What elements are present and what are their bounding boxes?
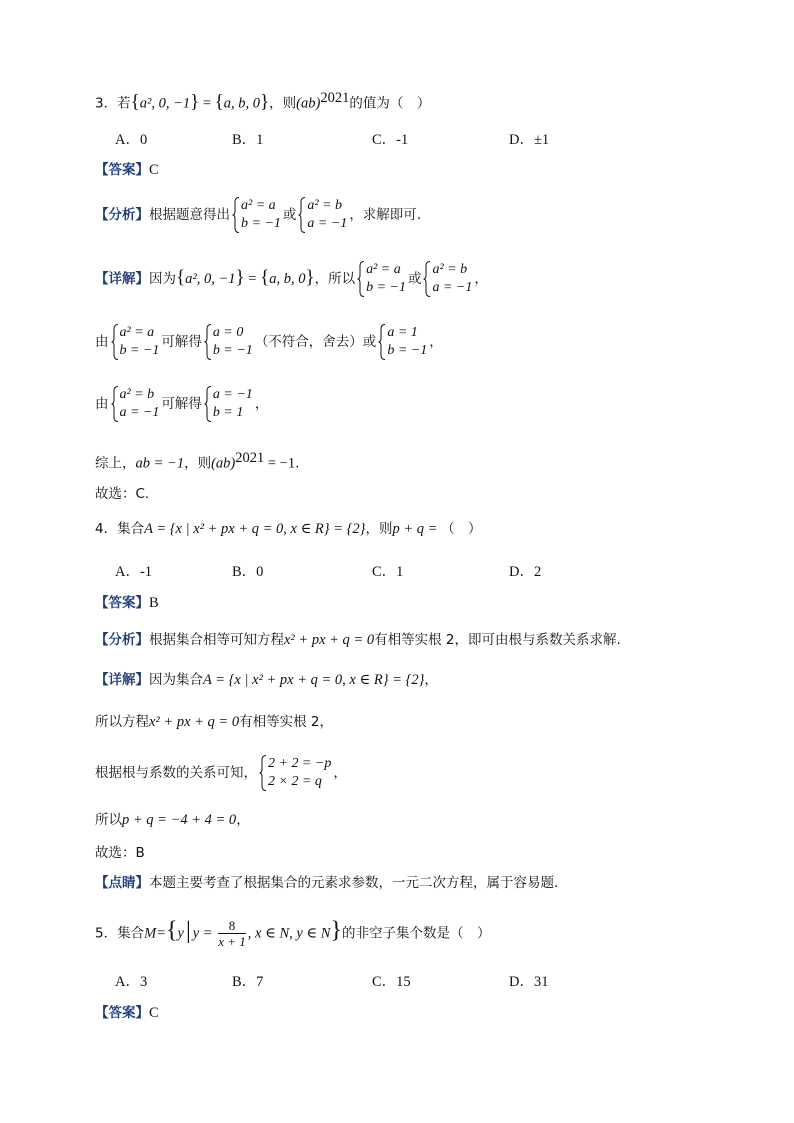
analysis-tag: 【分析】 xyxy=(95,207,149,223)
left-brace-icon xyxy=(111,324,119,360)
q3-detail-line-3: 由 a² = b a = −1 可解得 a = −1 b = 1 ， xyxy=(95,387,269,420)
q3-line3-solution: a = −1 b = 1 xyxy=(204,386,253,422)
q4-detail-line-3: 根据根与系数的关系可知， 2 + 2 = −p 2 × 2 = q ， xyxy=(95,756,347,789)
q3-set-left: a², 0, −1 xyxy=(139,95,191,112)
q5-fraction: $\frac{8}{x + 1}$ xyxy=(218,918,246,949)
left-brace-icon xyxy=(232,197,240,233)
left-brace-icon xyxy=(204,386,212,422)
q3-system-b: a² = b a = −1 xyxy=(298,197,347,233)
q3-line2-system: a² = a b = −1 xyxy=(111,324,160,360)
detail-tag: 【详解】 xyxy=(95,271,149,287)
q3-power-base: (ab) xyxy=(296,95,321,112)
q3-analysis: 【分析】根据题意得出 a² = a b = −1 或 a² = b a = −1 ，求解即可. xyxy=(95,198,422,231)
q3-set-right: a, b, 0 xyxy=(223,95,261,112)
q3-line2-solution-2: a = 1 b = −1 xyxy=(378,324,427,360)
q4-detail: 【详解】因为集合A = {x | x² + px + q = 0, x ∈ R} = {2}， xyxy=(95,672,438,688)
q3-detail: 【详解】因为{a², 0, −1} = {a, b, 0}，所以 a² = a b = −1 或 a² = b a = −1 ， xyxy=(95,262,488,295)
answer-tag: 【答案】 xyxy=(95,1005,149,1021)
q3-option-d[interactable]: D．±1 xyxy=(509,132,550,148)
left-brace-icon xyxy=(204,324,212,360)
left-brace-icon xyxy=(378,324,386,360)
q4-analysis: 【分析】根据集合相等可知方程x² + px + q = 0有相等实根 2，即可由根与系数关系求解. xyxy=(95,632,621,648)
q3-system-a: a² = a b = −1 xyxy=(232,197,281,233)
q5-option-d[interactable]: D．31 xyxy=(509,974,549,990)
q4-detail-line-4: 所以p + q = −4 + 4 = 0， xyxy=(95,812,250,828)
q5-option-c[interactable]: C．15 xyxy=(372,974,411,990)
q4-set-definition: A = {x | x² + px + q = 0, x ∈ R} = {2} xyxy=(144,521,366,537)
q3-detail-system-b: a² = b a = −1 xyxy=(423,261,472,297)
q5-stem: 5．集合M={y| y = $\frac{8}{x + 1}$ , x ∈ N, y ∈ N}的非空子集个数是（ ） xyxy=(95,917,491,949)
q4-detail-line-2: 所以方程x² + px + q = 0有相等实根 2， xyxy=(95,714,333,730)
q3-choice: 故选：C. xyxy=(95,486,150,502)
q4-choice: 故选：B xyxy=(95,845,145,861)
q4-comment: 【点睛】本题主要考查了根据集合的元素求参数，一元二次方程，属于容易题. xyxy=(95,875,559,891)
q4-stem: 4．集合A = {x | x² + px + q = 0, x ∈ R} = {2}，则p + q = （ ） xyxy=(95,521,482,537)
q5-option-b[interactable]: B．7 xyxy=(232,974,264,990)
comment-tag: 【点睛】 xyxy=(95,875,149,891)
q3-option-b[interactable]: B．1 xyxy=(232,132,264,148)
answer-tag: 【答案】 xyxy=(95,162,149,178)
q4-option-d[interactable]: D．2 xyxy=(509,564,542,580)
q3-answer: 【答案】C xyxy=(95,162,159,178)
detail-tag: 【详解】 xyxy=(95,672,149,688)
q3-option-a[interactable]: A．0 xyxy=(115,132,148,148)
q5-option-a[interactable]: A．3 xyxy=(115,974,148,990)
q3-line2-solution-1: a = 0 b = −1 xyxy=(204,324,253,360)
q3-detail-line-2: 由 a² = a b = −1 可解得 a = 0 b = −1 （不符合，舍去）或 a = 1 b = −1 ， xyxy=(95,325,443,358)
left-brace-icon xyxy=(423,261,431,297)
analysis-tag: 【分析】 xyxy=(95,632,149,648)
q4-option-a[interactable]: A．-1 xyxy=(115,564,153,580)
q3-summary: 综上，ab = −1，则(ab)$^{2021}$ = −1. xyxy=(95,450,300,472)
q4-line3-system: 2 + 2 = −p 2 × 2 = q xyxy=(259,755,331,791)
q4-option-c[interactable]: C．1 xyxy=(372,564,404,580)
answer-tag: 【答案】 xyxy=(95,595,149,611)
q3-line3-system: a² = b a = −1 xyxy=(111,386,160,422)
q3-stem-prefix: 3．若 xyxy=(95,95,131,112)
q3-detail-system-a: a² = a b = −1 xyxy=(357,261,406,297)
left-brace-icon xyxy=(111,386,119,422)
left-brace-icon xyxy=(298,197,306,233)
q3-stem: 3．若{a², 0, −1} = {a, b, 0}，则(ab)$^{2021}$的值为（ ） xyxy=(95,90,431,113)
left-brace-icon xyxy=(259,755,267,791)
q4-answer: 【答案】B xyxy=(95,595,159,611)
q5-answer: 【答案】C xyxy=(95,1005,159,1021)
q3-option-c[interactable]: C．-1 xyxy=(372,132,409,148)
left-brace-icon xyxy=(357,261,365,297)
q4-option-b[interactable]: B．0 xyxy=(232,564,264,580)
